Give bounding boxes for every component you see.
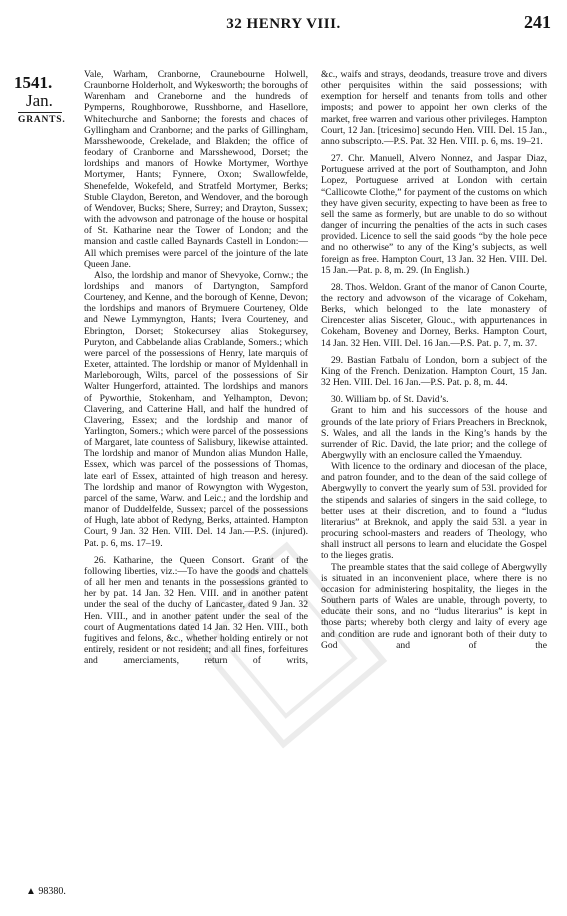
margin-divider <box>18 112 62 113</box>
paragraph-entry-27: 27. Chr. Manuell, Alvero Nonnez, and Jaspar Diaz, Portuguese arrived at the port of Southampton, and John Lopez, Portuguese arrived at London with certain “Callicowte Clothe,” for payment of the customs on which they have given security, expecting to have been as free to sell the same as formerly, but are unable to do so without danger of incurring the penalties of the acts in such cases provided. Licence to sell the said goods “by the hole pece and no otherwise” to any of the King’s subjects, as well foreign as free. Hampton Court, 13 Jan. 32 Hen. VIII. Del. 15 Jan.—Pat. p. 8, m. 29. (In English.) <box>321 153 547 276</box>
margin-notes <box>14 74 70 125</box>
printer-signature: ▲ 98380. <box>26 886 66 897</box>
paragraph: Also, the lordship and manor of Shevyoke, Cornw.; the lordships and manors of Dartyngton, Sampford Courteney, and Kenne, and the borough of Kenne, Devon; the lordships and manors of Brymuere Courteney, Olde and Newe Lymmyngton, Hants; Ivera Courteney, and Ebrington, Dorset; Stokecursey alias Stokegursey, Puryton, and Cabbelande alias Crablande, Somers.; which were parcel of the possessions of Henry, late marquis of Exeter, attainted. The lordship or manor of Myldenhall in Marleborough, Wilts, parcel of the possessions of Sir Walter Hungerford, attainted. The lordships and manors of Pyworthie, Stokenham, and Yelhampton, Devon; Clavering, and Catterine Hall, and half the hundred of Clavering, Essex; and the lordship and manor of Yarlington, Somers.; which were parcel of the possessions of Margaret, late countess of Salisbury, likewise attainted. The lordship and manor of Mundon alias Mundon Halle, Essex, which was parcel of the possessions of Thomas, late earl of Essex, attainted of high treason and heresy. The lordship and manor of Rowyngton with Wygeston, parcel of the same, Warw. and Leic.; and the lordship and manor of Duddelfelde, Sussex; parcel of the possessions of Hugh, late abbot of Redyng, Berks, attainted. Hampton Court, 9 Jan. 32 Hen. VIII. Del. 14 Jan.—P.S. (injured). Pat. p. 6, ms. 17–19. <box>84 269 308 549</box>
running-title: 32 HENRY VIII. <box>226 16 341 32</box>
running-head <box>0 12 567 32</box>
paragraph-entry-26: 26. Katharine, the Queen Consort. Grant of the following liberties, viz.:—To have the goods and chattels of all her men and tenants in the possessions granted to her by pat. 14 Jan. 32 Hen. VIII. and in another patent under the seal of the duchy of Lancaster, dated 9 Jan. 32 Hen. VIII., and in another patent under the seal of the court of Augmentations dated 14 Jan. 32 Hen. VIII., both fugitives and felons, &c., whether holding entirely or not entirely, resident or not resident; and all fines, forfeitures and amerciaments, return of writs, <box>84 554 308 667</box>
margin-month: Jan. <box>26 91 53 110</box>
right-column <box>321 69 547 651</box>
paragraph: &c., waifs and strays, deodands, treasure trove and divers other perquisites within the said possessions; with exemption for herself and tenants from tolls and other imposts; and power to appoint her own clerks of the market, free warren and various other privileges. Hampton Court, 12 Jan. [tricesimo] secundo Hen. VIII. Del. 15 Jan., anno subscripto.—P.S. Pat. 32 Hen. VIII. p. 6, ms. 19–21. <box>321 69 547 147</box>
paragraph: Grant to him and his successors of the house and grounds of the late priory of Friars Preachers in Brecknok, S. Wales, and all the lands in the King’s hands by the surrender of Ric. David, the late prior; and the college of Abergwylly with an enclosure called the Ymaenduy. <box>321 405 547 461</box>
paragraph: Vale, Warham, Cranborne, Craunebourne Holwell, Craunborne Holderholt, and Wykesworth; the boroughs of Warenham and Craneborne and the hundreds of Pymperns, Roughborowe, Russhborne, and Hasellore, Whitechurche and Sanborne; the forests and chaces of Gyllingham and Cranborne; and the parks of Gillingham, Marsshewoode, Crekelade, and Blakden; the office of feodary of Cranborne and Marsshewood, Dorset; the lordships and manors of Howke Mortymer, Worthye Mortymer, Hants; Fynnere, Oxon; Swallowfelde, Shenefelde, Wokefeld, and Stratfeld Mortymer, Berks; Stuble Claydon, Bereton, and Wendover, and the borough of Wendover, Bucks; Shere, Surrey; and Drayton, Sussex; with the advowson and patronage of the house or hospital of St. Katharine near the Tower of London; and the mansion and castle called Baynards Castell in London:—All which premises were parcel of the jointure of the late Queen Jane. <box>84 69 308 270</box>
paragraph: With licence to the ordinary and diocesan of the place, and patron founder, and to the dean of the said college of Abergwylly to convert the yearly sum of 53l. provided for the stipends and salaries of singers in the said college, to better uses at their discretion, and to found a “ludus literarius” at Breknok, and apply the said 53l. a year in procuring school-masters and readers of Theology, who shall instruct all persons to learn and elucidate the Gospel to the lieges gratis. <box>321 461 547 562</box>
page-number: 241 <box>524 12 551 32</box>
paragraph: The preamble states that the said college of Abergwylly is situated in an inconvenient place, where there is no occasion for administering hospitality, the lieges in the Southern parts of Wales are unable, through poverty, to educate their sons, and no “ludus literarius” is kept in those parts; whereby both clergy and laity of every age and condition are rude and ignorant both of their duty to God and of the <box>321 561 547 651</box>
paragraph-entry-30: 30. William bp. of St. David’s. <box>331 394 449 406</box>
paragraph-entry-28: 28. Thos. Weldon. Grant of the manor of Canon Courte, the rectory and advowson of the vicarage of Cokeham, Berks, which belonged to the late monastery of Cirencester alias Sisceter, Glouc., with appurtenances in Cokeham, Boveney and Dorney, Berks. Hampton Court, 14 Jan. 32 Hen. VIII. Del. 16 Jan.—P.S. Pat. p. 7, m. 37. <box>321 281 547 349</box>
paragraph-entry-29: 29. Bastian Fatbalu of London, born a subject of the King of the French. Denization. Hampton Court, 15 Jan. 32 Hen. VIII. Del. 16 Jan.—P.S. Pat. p. 8, m. 44. <box>321 354 547 389</box>
margin-section: GRANTS. <box>18 115 66 125</box>
margin-year: 1541. <box>14 73 53 92</box>
